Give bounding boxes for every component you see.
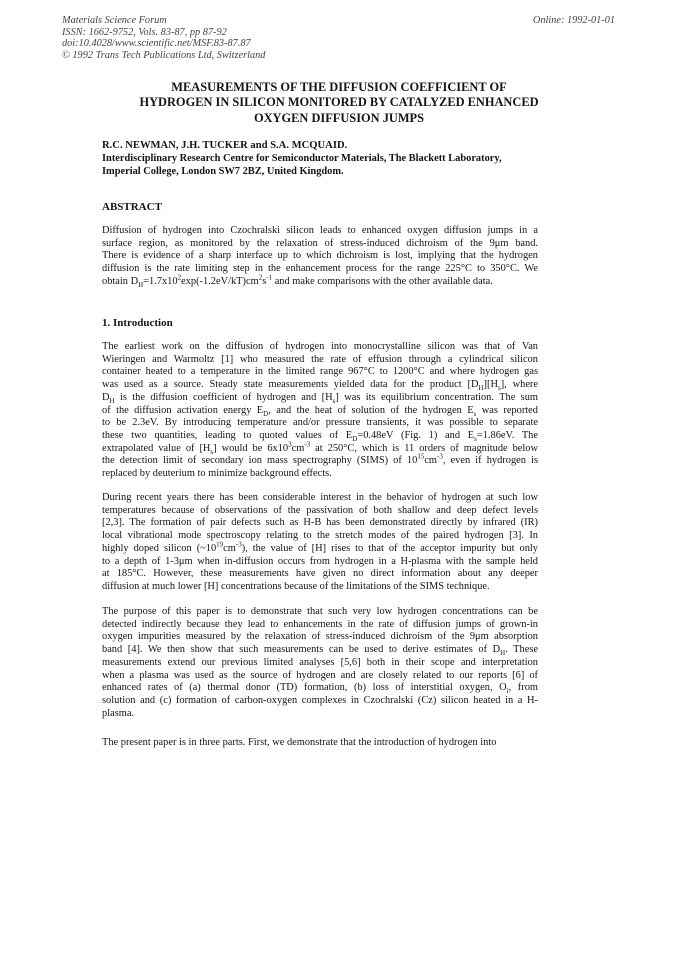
text-line: extrapolated value of $[H_s]$ would be $6x10^3cm^{-3}$ at 250°C, which is 11 orders of magnitude below — [102, 440, 538, 456]
text-line: Wieringen and Warmoltz [1] who measured the rate of effusion through a cylindrical silicon — [102, 353, 538, 365]
text-line: The earliest work on the diffusion of hydrogen into monocrystalline silicon was that of Van — [102, 341, 538, 352]
intro-paragraph-2 — [102, 492, 538, 594]
title-line: HYDROGEN IN SILICON MONITORED BY CATALYZED ENHANCED — [139, 95, 539, 110]
section-heading-introduction: 1. Introduction — [102, 317, 173, 329]
text-line: at 185°C. However, these measurements have given no direct information about any deeper — [102, 568, 538, 580]
text-line: these two quantities, leading to quoted values of $E_D=0.48eV$ (Fig. 1) and $E_s=1.86eV$. The — [102, 429, 538, 443]
intro-paragraph-4 — [102, 737, 538, 750]
text-line: local vibrational mode spectroscopy relating to the stretch modes of the paired hydrogen [3]. In — [102, 530, 538, 542]
title-line: MEASUREMENTS OF THE DIFFUSION COEFFICIENT OF — [171, 80, 507, 94]
text-line: to a depth of 1-3μm when in-diffusion occurs from hydrogen in a H-plasma with the sample held — [102, 555, 538, 567]
text-line: solution and (c) formation of carbon-oxygen complexes in Czochralski (Cz) silicon heated in a H- — [102, 694, 538, 706]
text-line: diffusion is the rate limiting step in the enhancement process for the range 225°C to 350°C. We — [102, 263, 538, 275]
text-line: diffusion at much lower [H] concentrations because of the limitations of the SIMS technique. — [102, 580, 490, 592]
text-line: During recent years there has been considerable interest in the behavior of hydrogen at such low — [102, 492, 538, 503]
affiliation-line: Interdisciplinary Research Centre for Semiconductor Materials, The Blackett Laboratory, — [102, 153, 502, 164]
paper-title — [72, 80, 606, 126]
text-line: The purpose of this paper is to demonstrate that such very low hydrogen concentrations can be — [102, 606, 538, 617]
journal-header — [62, 15, 265, 61]
doi-line: doi:10.4028/www.scientific.net/MSF.83-87.87 — [62, 38, 251, 50]
text-line: oxygen impurities measured by the relaxation of stress-induced dichroism of the 9μm absorption — [102, 631, 538, 643]
text-line: surface region, as monitored by the relaxation of stress-induced dichroism of the 9μm band. — [102, 237, 538, 249]
affiliation-line: Imperial College, London SW7 2BZ, United Kingdom. — [102, 165, 344, 177]
text-line: There is evidence of a sharp interface up to which dichroism is lost, implying that the hydrogen — [102, 250, 538, 262]
text-line: temperatures because of observations of the passivation of both shallow and deep defect levels — [102, 504, 538, 516]
copyright-line: © 1992 Trans Tech Publications Ltd, Switzerland — [62, 49, 266, 61]
text-line: of the diffusion activation energy $E_D$, and the heat of solution of the hydrogen $E_s$ was reported — [102, 404, 538, 418]
text-line: $D_H$ is the diffusion coefficient of hydrogen and $[H_s]$ was its equilibrium concentration. The sum — [102, 391, 539, 405]
text-line: detected indirectly because they lead to enhancements in the rate of diffusion jumps of grown-in — [102, 618, 538, 630]
intro-paragraph-3 — [102, 606, 538, 720]
affiliation — [102, 153, 542, 178]
text-line: measurements extend our previous limited analyses [5,6] both in their scope and interpretation — [102, 656, 538, 668]
text-line: [2,3]. The formation of pair defects such as H-B has been demonstrated directly by infrared (IR) — [102, 517, 538, 529]
journal-name: Materials Science Forum — [62, 15, 167, 26]
abstract-paragraph — [102, 225, 538, 289]
online-date: Online: 1992-01-01 — [532, 15, 615, 26]
text-line: the detection limit of secondary ion mass spectrography (SIMS) of $10^{15}cm^{-3}$, even if hydrogen is — [102, 452, 538, 467]
text-line: band [4]. We then show that such measurements can be used to derive estimates of $D_H$. These — [102, 644, 538, 658]
intro-paragraph-1 — [102, 341, 538, 481]
title-line: OXYGEN DIFFUSION JUMPS — [253, 110, 425, 125]
text-line: The present paper is in three parts. First, we demonstrate that the introduction of hydrogen into — [102, 737, 497, 748]
issn-line: ISSN: 1662-9752, Vols. 83-87, pp 87-92 — [62, 26, 227, 38]
text-line: replaced by deuterium to minimize background effects. — [102, 468, 332, 480]
text-line: highly doped silicon $(\sim 10^{19}cm^{-3})$, the value of [H] rises to that of the acceptor impurity but only — [102, 540, 538, 554]
text-line: Diffusion of hydrogen into Czochralski silicon leads to enhanced oxygen diffusion jumps in a — [102, 225, 538, 236]
text-line: when a plasma was used as the source of hydrogen and are closely related to our reports [6] of — [102, 669, 538, 681]
text-line: to be 2.3eV. By introducing temperature and/or pressure transients, it was possible to separate — [102, 417, 538, 429]
text-line: plasma. — [102, 707, 135, 719]
text-line: container heated to a temperature in the limited range 967°C to 1200°C and where hydrogen gas — [102, 366, 538, 378]
text-line: enhanced rates of (a) thermal donor (TD) formation, (b) loss of interstitial oxygen, $O_i$, from — [102, 682, 538, 696]
text-line: obtain $D_H=1.7x10^2\exp(-1.2eV/kT)cm^2s^{-1}$ and make comparisons with the other available data. — [102, 273, 493, 289]
authors: R.C. NEWMAN, J.H. TUCKER and S.A. MCQUAID. — [102, 140, 348, 151]
text-line: was used as a source. Steady state measurements yielded data for the product $[D_H][H_s]$, where — [102, 379, 538, 393]
abstract-heading: ABSTRACT — [102, 201, 162, 213]
